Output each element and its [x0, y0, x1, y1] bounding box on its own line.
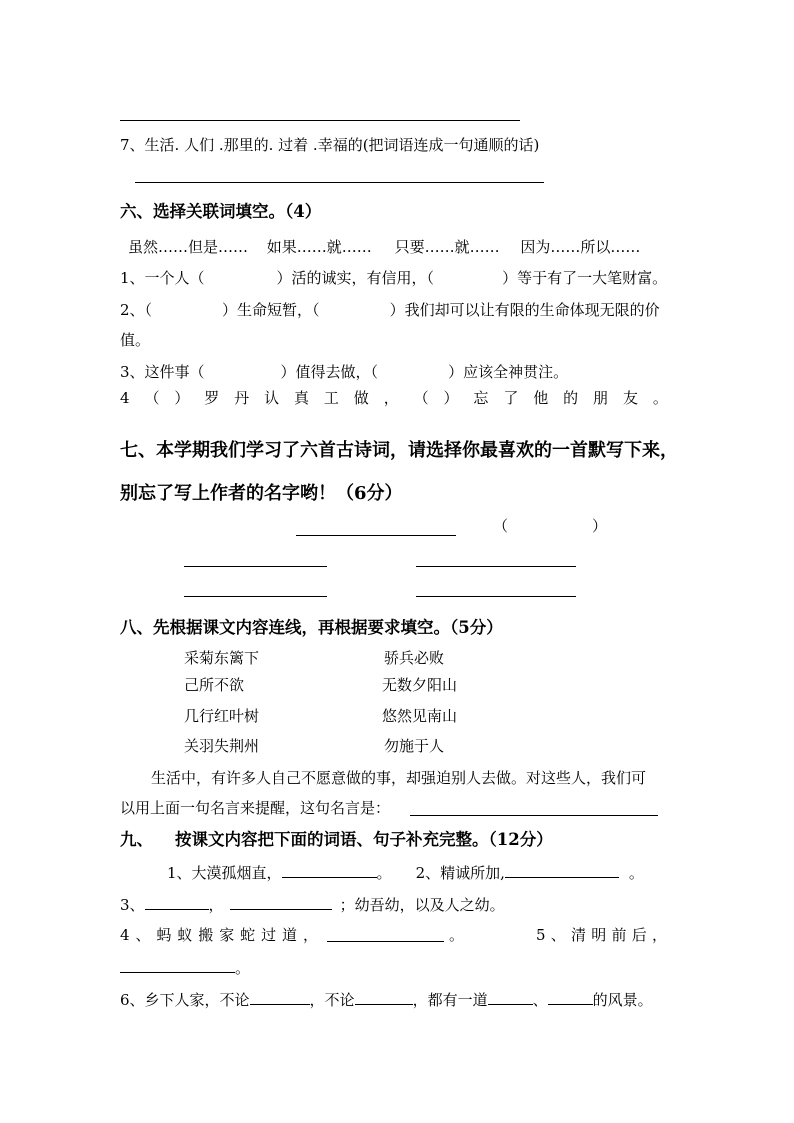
- char: 4: [120, 926, 130, 944]
- char: ，: [651, 926, 667, 944]
- conjunction-options: [128, 238, 640, 256]
- char: 清: [571, 926, 587, 944]
- poem-line: [184, 596, 327, 597]
- char: 明: [591, 926, 607, 944]
- text: ）值得去做，（: [280, 363, 379, 381]
- s9-line-4: [120, 957, 250, 977]
- poem-title-line: [296, 535, 456, 536]
- text: ）我们却可以让有限的生命体现无限的价: [389, 301, 660, 319]
- s9-line-1: [167, 862, 644, 882]
- fill-blank: [145, 894, 209, 910]
- char: 朋: [593, 389, 609, 407]
- section-9-title: [120, 830, 553, 850]
- match-right-item: 勿施于人: [384, 737, 445, 755]
- poem-line: [416, 566, 576, 567]
- text: 。: [376, 864, 392, 882]
- section-7-title-line2: 别忘了写上作者的名字哟！（6分）: [120, 483, 403, 504]
- s6-item-4: [120, 389, 668, 407]
- s8-paragraph-line2: 以用上面一句名言来提醒，这句名言是：: [120, 799, 391, 817]
- char: 工: [323, 389, 339, 407]
- match-left-item: 几行红叶树: [184, 707, 260, 725]
- text: 2、（: [120, 301, 153, 319]
- char: 5: [536, 926, 546, 944]
- char: 道: [282, 926, 298, 944]
- s8-paragraph-line1: 生活中，有许多人自己不愿意做的事，却强迫别人去做。对这些人，我们可: [151, 769, 647, 787]
- fill-blank: [250, 989, 310, 1005]
- text: 。: [449, 926, 465, 944]
- char: 搬: [198, 926, 214, 944]
- match-right-item: 无数夕阳山: [382, 676, 458, 694]
- section-6-title: 六、选择关联词填空。（4）: [120, 202, 322, 221]
- char: （: [144, 389, 160, 407]
- text: 。: [628, 864, 644, 882]
- text: 3、: [120, 896, 145, 914]
- answer-line: [120, 120, 520, 121]
- char: 蚁: [177, 926, 193, 944]
- match-right-item: 悠然见南山: [382, 707, 458, 725]
- fill-blank: [230, 894, 332, 910]
- fill-blank: [548, 989, 593, 1005]
- match-left-item: 采菊东篱下: [184, 649, 260, 667]
- question-item-7: 7、生活. 人们 .那里的. 过着 .幸福的(把词语连成一句通顺的话): [120, 136, 540, 154]
- text: ）应该全神贯注。: [448, 363, 569, 381]
- s6-item-1: [120, 269, 667, 287]
- text: ；幼吾幼，以及人之幼。: [339, 896, 505, 914]
- char: 家: [219, 926, 235, 944]
- char: 忘: [473, 389, 489, 407]
- char: 认: [264, 389, 280, 407]
- char: 丹: [234, 389, 250, 407]
- s9-line-2: [120, 894, 505, 914]
- text: 、: [532, 991, 548, 1009]
- option: 虽然……但是……: [128, 238, 249, 256]
- text: ）等于有了一大笔财富。: [502, 269, 668, 287]
- text: 。: [235, 959, 251, 977]
- text: ，都有一道: [412, 991, 488, 1009]
- fill-blank: [505, 862, 619, 878]
- s6-item-2: [120, 301, 660, 319]
- char: 的: [563, 389, 579, 407]
- option: 因为……所以……: [520, 238, 641, 256]
- char: （: [413, 389, 429, 407]
- text: 1、大漠孤烟直，: [167, 864, 282, 882]
- text: ，: [208, 896, 224, 914]
- char: ，: [383, 389, 399, 407]
- author-paren-open: （: [493, 517, 509, 535]
- match-left-item: 己所不欲: [184, 676, 245, 694]
- char: 过: [261, 926, 277, 944]
- match-right-item: 骄兵必败: [384, 649, 445, 667]
- answer-line: [410, 815, 658, 816]
- char: 他: [533, 389, 549, 407]
- text: 2、精诚所加,: [415, 864, 505, 882]
- char: 蛇: [240, 926, 256, 944]
- text: ）活的诚实，有信用，（: [276, 269, 435, 287]
- char: 、: [550, 926, 566, 944]
- char: 前: [611, 926, 627, 944]
- char: ）: [174, 389, 190, 407]
- option: 只要……就……: [394, 238, 500, 256]
- s9-line-3b: [536, 926, 667, 944]
- match-left-item: 关羽失荆州: [184, 737, 260, 755]
- section-number: 九、: [120, 830, 153, 849]
- text: 1、一个人（: [120, 269, 205, 287]
- text: 3、这件事（: [120, 363, 205, 381]
- section-7-title-line1: 七、本学期我们学习了六首古诗词，请选择你最喜欢的一首默写下来，: [120, 440, 678, 461]
- char: 友: [622, 389, 638, 407]
- char: 。: [652, 389, 668, 407]
- char: 罗: [204, 389, 220, 407]
- option: 如果……就……: [266, 238, 372, 256]
- char: 4: [120, 389, 130, 407]
- poem-line: [184, 566, 327, 567]
- char: 后: [631, 926, 647, 944]
- text: ）生命短暂，（: [222, 301, 320, 319]
- char: 蚂: [156, 926, 172, 944]
- fill-blank: [488, 989, 533, 1005]
- char: 了: [503, 389, 519, 407]
- char: ，: [302, 926, 318, 944]
- section-8-title: 八、先根据课文内容连线，再根据要求填空。（5分）: [120, 618, 503, 637]
- fill-blank: [327, 941, 444, 942]
- char: 真: [293, 389, 309, 407]
- s9-line-5: [120, 989, 653, 1009]
- text: 6、乡下人家，不论: [120, 991, 250, 1009]
- fill-blank: [120, 957, 235, 973]
- char: 、: [135, 926, 151, 944]
- s6-item-2-cont: 值。: [120, 331, 151, 349]
- answer-line: [135, 182, 544, 183]
- char: ）: [443, 389, 459, 407]
- s6-item-3: [120, 363, 568, 381]
- char: 做: [353, 389, 369, 407]
- text: ，不论: [309, 991, 355, 1009]
- poem-line: [416, 596, 576, 597]
- fill-blank: [355, 989, 413, 1005]
- section-title: 按课文内容把下面的词语、句子补充完整。（12分）: [175, 830, 553, 849]
- text: 的风景。: [592, 991, 653, 1009]
- s9-line-3a: [120, 926, 318, 944]
- fill-blank: [282, 862, 377, 878]
- author-paren-close: ）: [592, 517, 608, 535]
